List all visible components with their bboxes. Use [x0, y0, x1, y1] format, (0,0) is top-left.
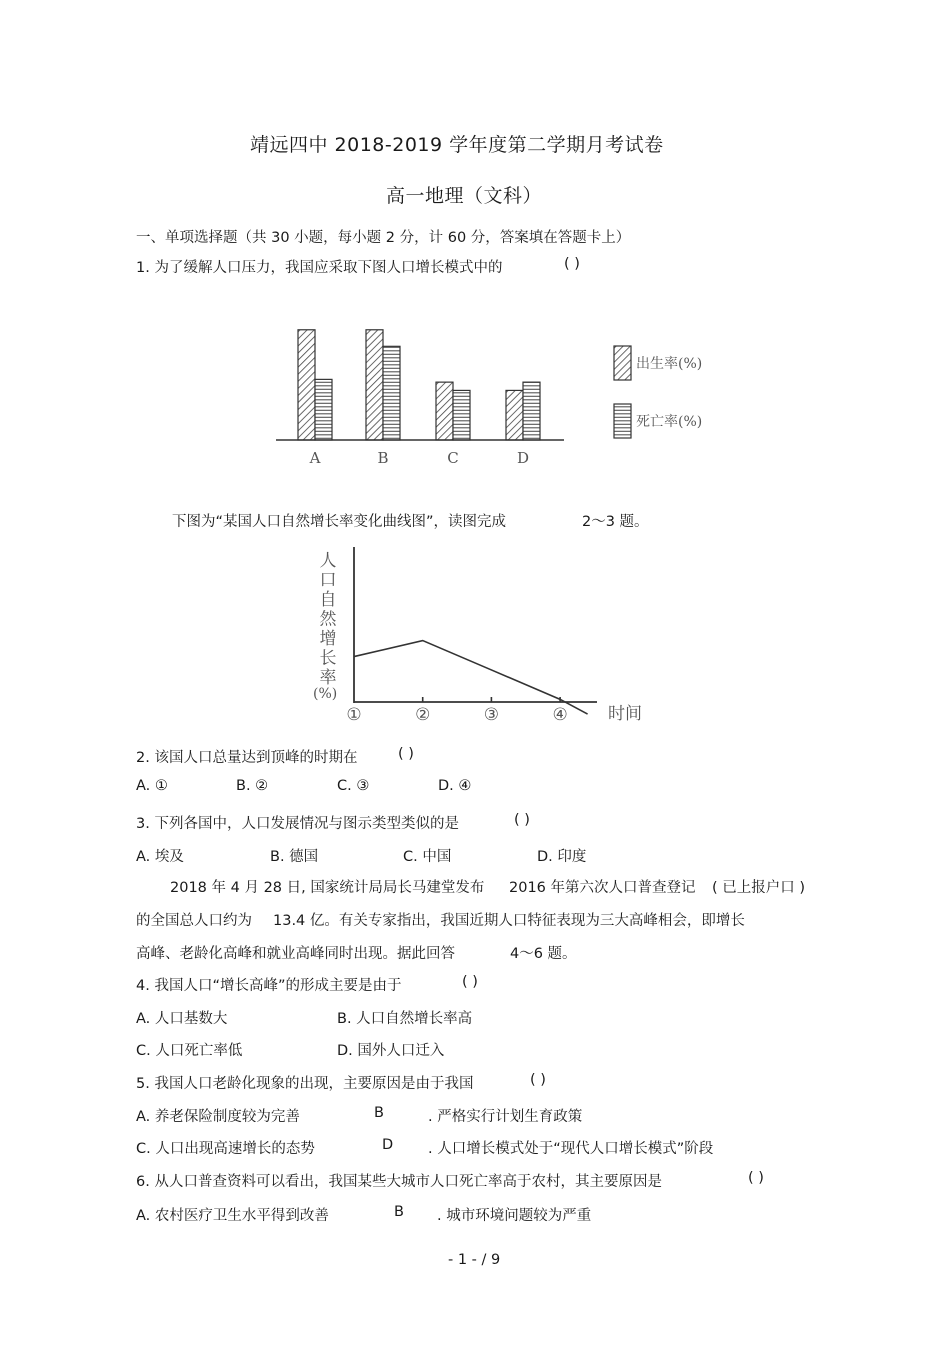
question-6-paren: ( )	[748, 1170, 764, 1186]
question-6-option-a[interactable]: A. 农村医疗卫生水平得到改善	[136, 1208, 329, 1224]
question-4-option-d[interactable]: D. 国外人口迁入	[337, 1043, 445, 1059]
question-3-stem: 3. 下列各国中，人口发展情况与图示类型类似的是	[136, 816, 459, 832]
bar-chart-tick-label: A	[309, 449, 321, 467]
line-chart-tick-label: ②	[415, 705, 431, 725]
line-chart-tick-label: ①	[346, 705, 362, 725]
question-3-paren: ( )	[514, 812, 530, 828]
bar-chart-tick-label: D	[516, 449, 530, 467]
line-chart-tick-label: ③	[483, 705, 500, 725]
legend-birth-label: 出生率(%)	[636, 356, 703, 372]
question-4-stem: 4. 我国人口“增长高峰”的形成主要是由于	[136, 978, 402, 994]
question-5-option-c[interactable]: C. 人口出现高速增长的态势	[136, 1141, 315, 1157]
line-chart-y-unit: (%)	[313, 686, 338, 702]
question-3-option-d[interactable]: D. 印度	[537, 849, 587, 865]
line-chart-y-label-char: 人	[319, 551, 337, 571]
line-chart-y-label-char: 增	[319, 629, 337, 649]
question-5-option-b-letter[interactable]: B	[374, 1105, 384, 1121]
question-1-stem: 1. 为了缓解人口压力，我国应采取下图人口增长模式中的	[136, 260, 503, 276]
question-5-option-d-text[interactable]: . 人口增长模式处于“现代人口增长模式”阶段	[428, 1141, 714, 1157]
intro-2-3-range: 2～3 题。	[582, 514, 649, 530]
exam-subtitle: 高一地理（文科）	[386, 185, 543, 207]
question-5-stem: 5. 我国人口老龄化现象的出现，主要原因是由于我国	[136, 1076, 474, 1092]
line-chart-y-label-char: 口	[319, 570, 337, 591]
page-number: - 1 - / 9	[448, 1252, 501, 1268]
intro-2-3-text: 下图为“某国人口自然增长率变化曲线图”，读图完成	[172, 514, 507, 530]
question-4-option-c[interactable]: C. 人口死亡率低	[136, 1043, 243, 1059]
line-chart-y-label-char: 然	[319, 609, 337, 630]
line-chart-series	[354, 641, 588, 714]
section-heading: 一、单项选择题（共 30 小题，每小题 2 分，计 60 分，答案填在答题卡上）	[136, 230, 631, 246]
question-5-option-d-letter[interactable]: D	[382, 1137, 394, 1153]
bar-chart-tick-label: B	[377, 449, 389, 467]
question-1-paren: ( )	[564, 256, 580, 272]
question-6-stem: 6. 从人口普查资料可以看出，我国某些大城市人口死亡率高于农村，其主要原因是	[136, 1174, 662, 1190]
question-4-paren: ( )	[462, 974, 478, 990]
question-3-option-c[interactable]: C. 中国	[403, 849, 452, 865]
line-chart-x-label: 时间	[608, 704, 642, 724]
question-2-option-c[interactable]: C. ③	[337, 778, 370, 794]
line-chart-y-label-char: 自	[319, 590, 337, 610]
question-2-paren: ( )	[398, 746, 414, 762]
line-chart-y-label-char: 长	[319, 648, 337, 669]
passage-line-2a: 的全国总人口约为	[136, 913, 252, 929]
passage-line-1a: 2018 年 4 月 28 日, 国家统计局局长马建堂发布	[170, 880, 485, 896]
line-chart-tick-label: ④	[552, 705, 568, 725]
question-3-option-a[interactable]: A. 埃及	[136, 849, 184, 865]
question-5-paren: ( )	[530, 1072, 546, 1088]
question-2-option-d[interactable]: D. ④	[438, 778, 472, 794]
question-4-option-b[interactable]: B. 人口自然增长率高	[337, 1011, 473, 1027]
passage-line-2b: 13.4 亿。有关专家指出，我国近期人口特征表现为三大高峰相会，即增长	[273, 913, 745, 929]
question-6-option-b-text[interactable]: . 城市环境问题较为严重	[437, 1208, 592, 1224]
question-5-option-b-text[interactable]: . 严格实行计划生育政策	[428, 1109, 583, 1125]
passage-line-1c: ( 已上报户口 )	[712, 880, 806, 896]
question-5-option-a[interactable]: A. 养老保险制度较为完善	[136, 1109, 300, 1125]
question-6-option-b-letter[interactable]: B	[394, 1204, 404, 1220]
passage-line-1b: 2016 年第六次人口普查登记	[509, 880, 696, 896]
bar-chart-tick-label: C	[447, 449, 459, 467]
line-chart-y-label-char: 率	[319, 668, 337, 688]
exam-title: 靖远四中 2018-2019 学年度第二学期月考试卷	[250, 134, 664, 156]
legend-death-label: 死亡率(%)	[636, 414, 703, 430]
passage-line-3a: 高峰、老龄化高峰和就业高峰同时出现。据此回答	[136, 946, 455, 962]
question-3-option-b[interactable]: B. 德国	[270, 849, 319, 865]
question-2-stem: 2. 该国人口总量达到顶峰的时期在	[136, 750, 358, 766]
question-2-option-a[interactable]: A. ①	[136, 778, 168, 794]
question-2-option-b[interactable]: B. ②	[236, 778, 269, 794]
passage-line-3b: 4～6 题。	[510, 946, 577, 962]
question-4-option-a[interactable]: A. 人口基数大	[136, 1011, 228, 1027]
